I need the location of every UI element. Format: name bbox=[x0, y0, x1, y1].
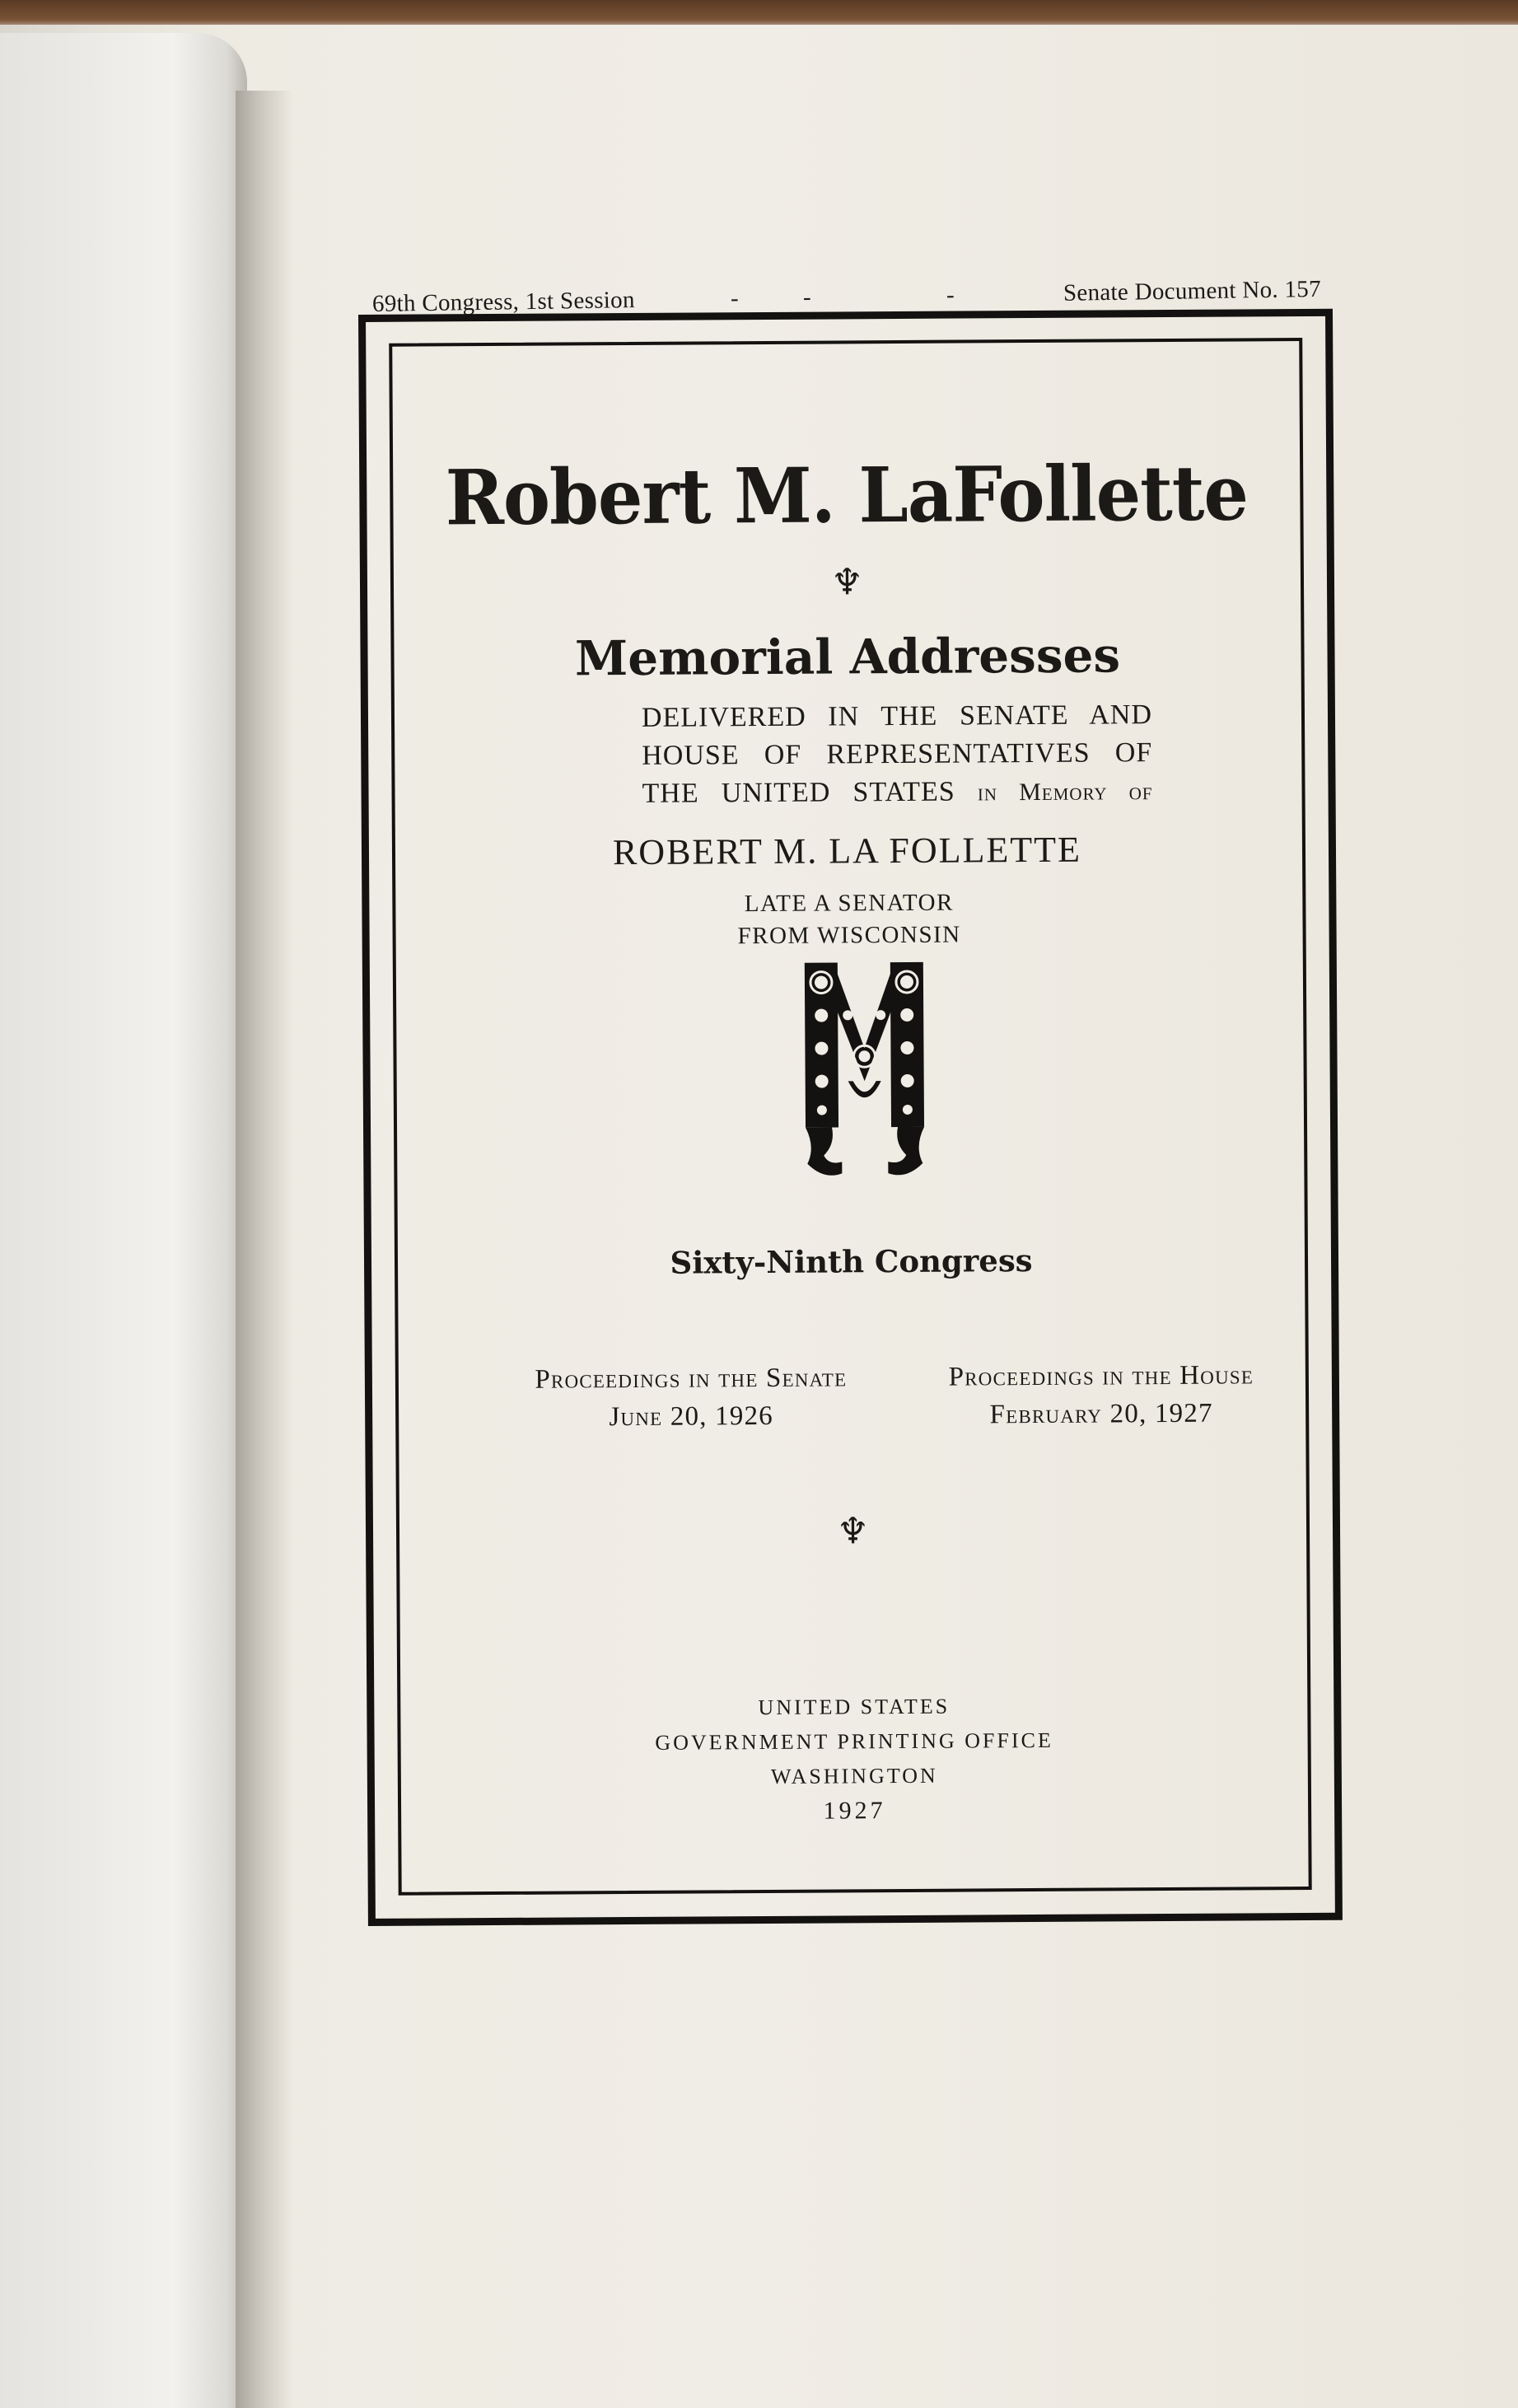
imprint bbox=[400, 1687, 1308, 1831]
imprint-line: UNITED STATES bbox=[758, 1694, 951, 1720]
dash: - bbox=[802, 283, 812, 311]
proceedings-house-heading: Proceedings in the House bbox=[948, 1360, 1254, 1392]
honoree-name: ROBERT M. LA FOLLETTE bbox=[612, 829, 1082, 873]
fleuron-icon: ♆ bbox=[830, 562, 864, 603]
decorated-initial-m-ornament-icon bbox=[798, 957, 932, 1189]
imprint-line: GOVERNMENT PRINTING OFFICE bbox=[655, 1728, 1053, 1755]
title-page-border bbox=[358, 309, 1343, 1926]
proceedings-house bbox=[908, 1356, 1296, 1434]
running-head-document-number: Senate Document No. 157 bbox=[1063, 275, 1322, 306]
imprint-year: 1927 bbox=[823, 1797, 886, 1825]
dedication-line-main: THE UNITED STATES bbox=[642, 776, 955, 809]
running-head-session: 69th Congress, 1st Session bbox=[371, 287, 636, 318]
dash: - bbox=[946, 281, 955, 309]
honoree-description bbox=[395, 885, 1302, 955]
dash: - bbox=[730, 285, 740, 312]
tissue-guard-leaf bbox=[0, 33, 247, 2408]
imprint-line: WASHINGTON bbox=[770, 1763, 938, 1788]
proceedings-senate bbox=[497, 1358, 885, 1437]
dedication-line bbox=[642, 772, 1152, 814]
subtitle: Memorial Addresses bbox=[574, 627, 1121, 687]
fleuron-icon: ♆ bbox=[836, 1511, 870, 1552]
honoree-description-line: LATE A SENATOR bbox=[744, 889, 955, 918]
gutter-shadow bbox=[236, 91, 293, 2408]
dedication-line: HOUSE OF REPRESENTATIVES OF bbox=[642, 737, 1153, 771]
dedication-line: DELIVERED IN THE SENATE AND bbox=[641, 699, 1153, 733]
congress-heading: Sixty-Ninth Congress bbox=[670, 1242, 1033, 1281]
title-page-inner-border bbox=[389, 338, 1311, 1896]
proceedings-senate-date: June 20, 1926 bbox=[609, 1400, 774, 1433]
proceedings-senate-heading: Proceedings in the Senate bbox=[535, 1363, 848, 1395]
page-title: Robert M. LaFollette bbox=[445, 448, 1249, 543]
proceedings-house-date: February 20, 1927 bbox=[989, 1398, 1213, 1430]
honoree-description-line: FROM WISCONSIN bbox=[737, 921, 961, 950]
dedication-line-smallcaps: in Memory of bbox=[977, 778, 1153, 807]
dedication-text bbox=[642, 696, 1153, 814]
